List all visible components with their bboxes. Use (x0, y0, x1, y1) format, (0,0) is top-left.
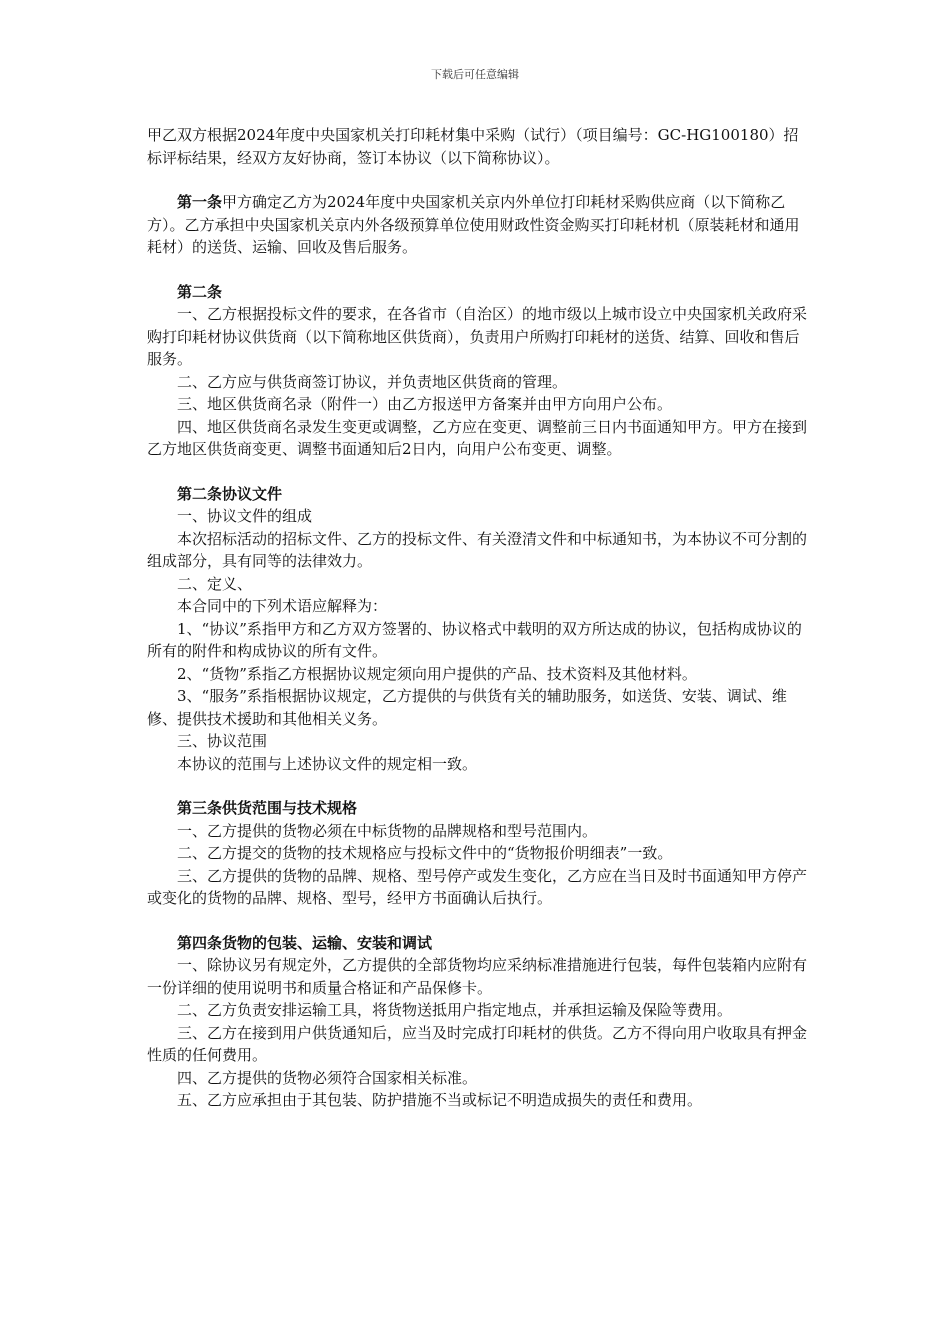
article2-paragraph: 一、乙方根据投标文件的要求，在各省市（自治区）的地市级以上城市设立中央国家机关政府采购打印耗材协议供货商（以下简称地区供货商），负责用户所购打印耗材的送货、结算、回收和售后服务。 (147, 305, 808, 368)
article4-paragraph: 一、除协议另有规定外，乙方提供的全部货物均应采纳标准措施进行包装，每件包装箱内应附有一份详细的使用说明书和质量合格证和产品保修卡。 (147, 956, 808, 997)
article3-paragraph: 一、乙方提供的货物必须在中标货物的品牌规格和型号范围内。 (177, 821, 598, 840)
document-body (147, 124, 807, 1112)
article2b-paragraph: 一、协议文件的组成 (177, 507, 313, 525)
article2b-paragraph: 二、定义、 (177, 574, 253, 593)
article1-label: 第一条 (177, 193, 223, 211)
article2-paragraph: 三、地区供货商名录（附件一）由乙方报送甲方备案并由甲方向用户公布。 (177, 395, 673, 413)
page-header-note: 下载后可任意编辑 (431, 68, 519, 81)
article4-paragraph: 二、乙方负责安排运输工具，将货物送抵用户指定地点，并承担运输及保险等费用。 (177, 1001, 733, 1019)
article2b-paragraph: 2、“货物”系指乙方根据协议规定须向用户提供的产品、技术资料及其他材料。 (177, 664, 697, 683)
article1-paragraph (147, 191, 807, 259)
article4-paragraph: 五、乙方应承担由于其包装、防护措施不当或标记不明造成损失的责任和费用。 (177, 1091, 703, 1109)
article1-text: 甲方确定乙方为2024年度中央国家机关京内外单位打印耗材采购供应商（以下简称乙方）。乙方承担中央国家机关京内外各级预算单位使用财政性资金购买打印耗材机（原装耗材和通用耗材）的送货、运输、回收及售后服务。 (147, 193, 800, 256)
article2b-title: 第二条协议文件 (177, 484, 283, 503)
article2b-paragraph: 1、“协议”系指甲方和乙方双方签署的、协议格式中载明的双方所达成的协议，包括构成协议的所有的附件和构成协议的所有文件。 (147, 619, 802, 660)
article2b-paragraph: 本协议的范围与上述协议文件的规定相一致。 (177, 754, 478, 773)
article3-paragraph: 三、乙方提供的货物的品牌、规格、型号停产或发生变化，乙方应在当日及时书面通知甲方停产或变化的货物的品牌、规格、型号，经甲方书面确认后执行。 (147, 866, 808, 907)
intro-paragraph: 甲乙双方根据2024年度中央国家机关打印耗材集中采购（试行）（项目编号：GC-HG100180）招标评标结果，经双方友好协商，签订本协议（以下简称协议）。 (147, 126, 799, 167)
article3-paragraph: 二、乙方提交的货物的技术规格应与投标文件中的“货物报价明细表”一致。 (177, 844, 673, 862)
article4-title: 第四条货物的包装、运输、安装和调试 (177, 933, 433, 952)
article2b-paragraph: 本合同中的下列术语应解释为： (177, 597, 388, 615)
article2-paragraph: 四、地区供货商名录发生变更或调整，乙方应在变更、调整前三日内书面通知甲方。甲方在接到乙方地区供货商变更、调整书面通知后2日内，向用户公布变更、调整。 (147, 417, 808, 458)
article2-paragraph: 二、乙方应与供货商签订协议，并负责地区供货商的管理。 (177, 372, 568, 391)
article2-title: 第二条 (177, 282, 223, 301)
article2b-paragraph: 本次招标活动的招标文件、乙方的投标文件、有关澄清文件和中标通知书，为本协议不可分割的组成部分，具有同等的法律效力。 (147, 529, 808, 570)
article4-paragraph: 四、乙方提供的货物必须符合国家相关标准。 (177, 1068, 478, 1087)
article4-paragraph: 三、乙方在接到用户供货通知后，应当及时完成打印耗材的供货。乙方不得向用户收取具有押金性质的任何费用。 (147, 1023, 808, 1064)
article2b-paragraph: 3、“服务”系指根据协议规定，乙方提供的与供货有关的辅助服务，如送货、安装、调试、维修、提供技术援助和其他相关义务。 (147, 687, 787, 728)
article2b-paragraph: 三、协议范围 (177, 732, 268, 750)
article3-title: 第三条供货范围与技术规格 (177, 799, 358, 817)
